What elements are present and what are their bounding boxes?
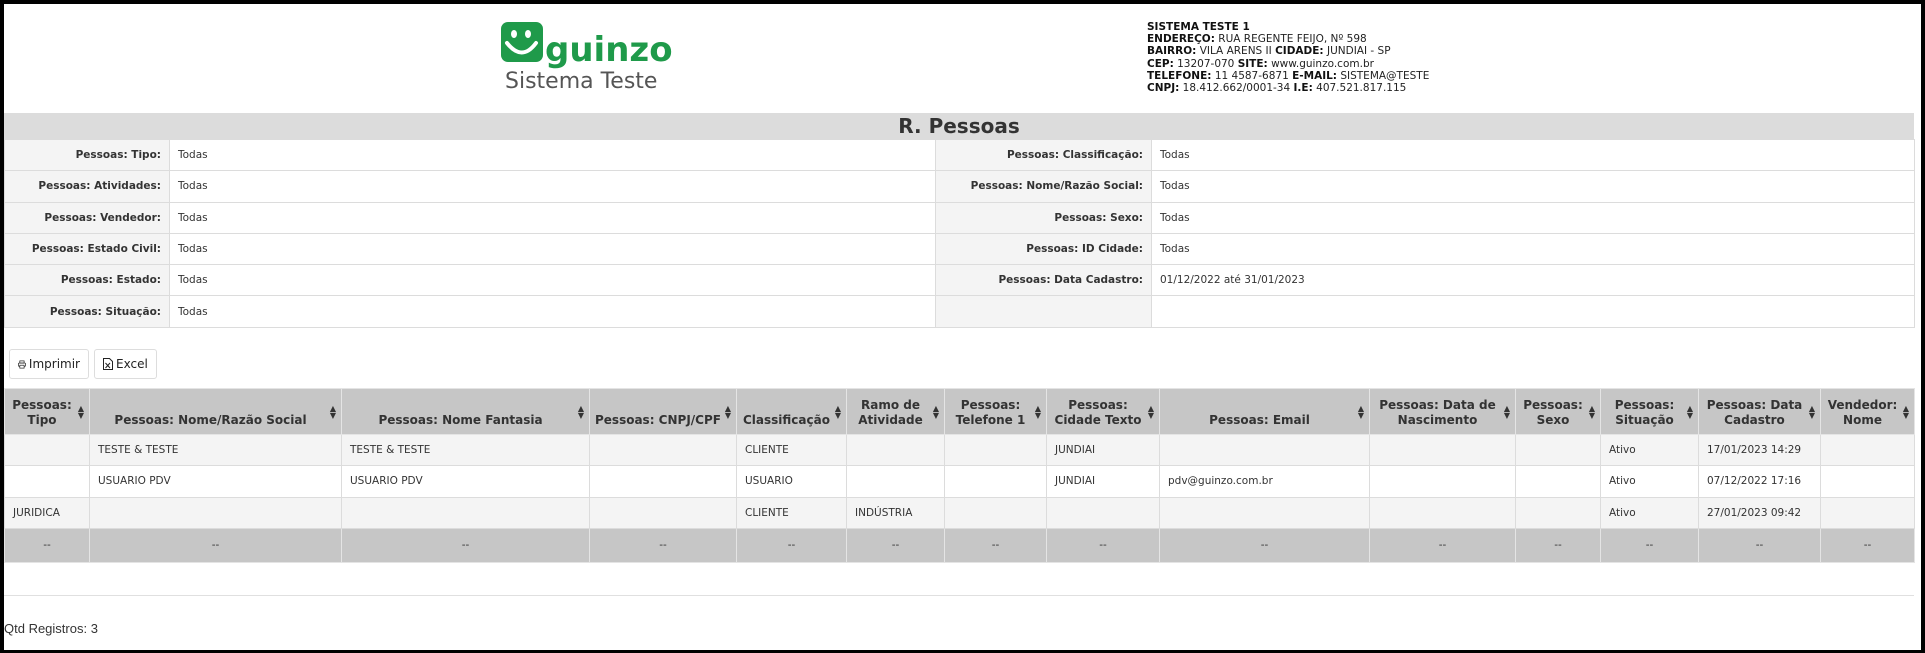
cnpj-label: CNPJ:	[1147, 82, 1180, 95]
footer-cell: --	[90, 528, 342, 562]
table-cell	[1370, 435, 1516, 466]
table-cell	[945, 466, 1047, 497]
bairro-value: VILA ARENS II	[1199, 45, 1272, 58]
email-value: SISTEMA@TESTE	[1340, 69, 1430, 82]
table-cell	[590, 497, 737, 528]
filter-value: Todas	[170, 140, 936, 171]
table-cell: USUARIO PDV	[90, 466, 342, 497]
filter-value: Todas	[1152, 171, 1915, 202]
table-cell	[590, 466, 737, 497]
company-info	[1147, 21, 1429, 94]
filter-value: Todas	[1152, 202, 1915, 233]
column-header-label: Pessoas: Email	[1209, 413, 1310, 427]
column-header-label: Classificação	[743, 413, 830, 427]
footer-cell: --	[737, 528, 847, 562]
column-header[interactable]	[945, 389, 1047, 435]
table-cell: pdv@guinzo.com.br	[1160, 466, 1370, 497]
table-cell: INDÚSTRIA	[847, 497, 945, 528]
table-cell	[590, 435, 737, 466]
filter-value: Todas	[170, 265, 936, 296]
filter-label: Pessoas: Estado:	[5, 265, 170, 296]
column-header[interactable]	[1821, 389, 1915, 435]
site-value: www.guinzo.com.br	[1271, 57, 1374, 70]
filter-label: Pessoas: ID Cidade:	[936, 233, 1152, 264]
table-cell	[945, 497, 1047, 528]
table-cell: JURIDICA	[5, 497, 90, 528]
column-header[interactable]	[847, 389, 945, 435]
filter-label: Pessoas: Data Cadastro:	[936, 265, 1152, 296]
filter-label: Pessoas: Estado Civil:	[5, 233, 170, 264]
endereco-label: ENDEREÇO:	[1147, 33, 1215, 46]
footer-cell: --	[945, 528, 1047, 562]
cidade-label: CIDADE:	[1275, 45, 1324, 58]
table-cell: Ativo	[1601, 466, 1699, 497]
filter-row	[5, 202, 1915, 233]
footer-cell: --	[590, 528, 737, 562]
table-cell	[90, 497, 342, 528]
table-cell	[1821, 435, 1915, 466]
filter-value	[1152, 296, 1915, 327]
cnpj-value: 18.412.662/0001-34	[1182, 82, 1291, 95]
column-header-label: Pessoas: Data Cadastro	[1706, 398, 1803, 427]
sort-icon[interactable]: ▲ ▼	[1147, 403, 1154, 420]
sort-icon[interactable]: ▲ ▼	[1686, 403, 1693, 420]
ie-label: I.E:	[1293, 82, 1313, 95]
footer-cell: --	[342, 528, 590, 562]
printer-icon	[18, 359, 26, 370]
sort-icon[interactable]: ▲ ▼	[1503, 403, 1510, 420]
footer-cell: --	[847, 528, 945, 562]
footer-cell: --	[1370, 528, 1516, 562]
column-header[interactable]	[342, 389, 590, 435]
table-cell	[342, 497, 590, 528]
table-cell	[847, 435, 945, 466]
table-cell	[1821, 497, 1915, 528]
column-header[interactable]	[1699, 389, 1821, 435]
filter-value: Todas	[1152, 140, 1915, 171]
excel-button-label: Excel	[116, 357, 148, 371]
table-cell: CLIENTE	[737, 435, 847, 466]
footer-cell: --	[1699, 528, 1821, 562]
print-button[interactable]	[9, 349, 89, 379]
cep-label: CEP:	[1147, 57, 1174, 70]
sort-icon[interactable]: ▲ ▼	[932, 403, 939, 420]
table-cell: TESTE & TESTE	[90, 435, 342, 466]
sort-icon[interactable]: ▲ ▼	[329, 403, 336, 420]
endereco-value: RUA REGENTE FEIJO, Nº 598	[1218, 33, 1367, 46]
table-cell: USUARIO	[737, 466, 847, 497]
filters-table	[4, 139, 1915, 328]
filter-label: Pessoas: Nome/Razão Social:	[936, 171, 1152, 202]
table-cell: 17/01/2023 14:29	[1699, 435, 1821, 466]
table-cell	[945, 435, 1047, 466]
divider	[4, 595, 1914, 596]
company-name: SISTEMA TESTE 1	[1147, 21, 1250, 33]
table-cell	[1047, 497, 1160, 528]
table-cell	[1370, 497, 1516, 528]
logo-subtitle: Sistema Teste	[505, 69, 658, 94]
table-cell: Ativo	[1601, 435, 1699, 466]
column-header-label: Pessoas: Nome/Razão Social	[114, 413, 307, 427]
ie-value: 407.521.817.115	[1316, 82, 1407, 95]
filter-label: Pessoas: Atividades:	[5, 171, 170, 202]
table-cell	[1516, 435, 1601, 466]
column-header[interactable]	[1516, 389, 1601, 435]
footer-cell: --	[1601, 528, 1699, 562]
column-header-label: Pessoas: Cidade Texto	[1054, 398, 1142, 427]
filter-value: Todas	[170, 233, 936, 264]
guinzo-logo	[497, 18, 687, 94]
filter-label: Pessoas: Situação:	[5, 296, 170, 327]
column-header[interactable]	[1160, 389, 1370, 435]
sort-icon[interactable]: ▲ ▼	[1034, 403, 1041, 420]
logo-word: guinzo	[545, 30, 673, 70]
filter-label	[936, 296, 1152, 327]
cep-value: 13207-070	[1177, 57, 1235, 70]
table-footer-row	[5, 528, 1915, 562]
people-table	[4, 388, 1915, 563]
sort-icon[interactable]: ▲ ▼	[1808, 403, 1815, 420]
filter-value: Todas	[170, 296, 936, 327]
column-header[interactable]	[1601, 389, 1699, 435]
column-header[interactable]	[1047, 389, 1160, 435]
table-cell: USUARIO PDV	[342, 466, 590, 497]
column-header-label: Ramo de Atividade	[858, 398, 923, 427]
table-cell	[5, 435, 90, 466]
column-header-label: Pessoas: Nome Fantasia	[378, 413, 543, 427]
sort-icon[interactable]: ▲ ▼	[724, 403, 731, 420]
filter-label: Pessoas: Classificação:	[936, 140, 1152, 171]
table-cell	[1821, 466, 1915, 497]
column-header-label: Pessoas: Situação	[1614, 398, 1675, 427]
table-cell	[1160, 497, 1370, 528]
email-label: E-MAIL:	[1292, 69, 1337, 82]
column-header-label: Pessoas: CNPJ/CPF	[595, 413, 721, 427]
table-cell	[847, 466, 945, 497]
column-header-label: Pessoas: Sexo	[1523, 398, 1583, 427]
report-title: R. Pessoas	[4, 113, 1914, 139]
footer-cell: --	[1047, 528, 1160, 562]
sort-icon[interactable]: ▲ ▼	[834, 403, 841, 420]
filter-value: Todas	[170, 202, 936, 233]
excel-file-icon	[103, 358, 113, 370]
filter-row	[5, 265, 1915, 296]
table-cell	[1370, 466, 1516, 497]
filter-label: Pessoas: Vendedor:	[5, 202, 170, 233]
footer-cell: --	[5, 528, 90, 562]
table-cell: Ativo	[1601, 497, 1699, 528]
sort-icon[interactable]: ▲ ▼	[577, 403, 584, 420]
report-page	[4, 4, 1921, 650]
filter-row	[5, 171, 1915, 202]
column-header[interactable]	[590, 389, 737, 435]
telefone-label: TELEFONE:	[1147, 69, 1212, 82]
table-cell	[5, 466, 90, 497]
table-cell	[1516, 466, 1601, 497]
column-header[interactable]	[5, 389, 90, 435]
filter-label: Pessoas: Tipo:	[5, 140, 170, 171]
filter-row	[5, 140, 1915, 171]
table-row[interactable]	[5, 466, 1915, 497]
table-row[interactable]	[5, 497, 1915, 528]
sort-icon[interactable]: ▲ ▼	[1357, 403, 1364, 420]
filter-value: Todas	[1152, 233, 1915, 264]
column-header-label: Pessoas: Tipo	[12, 398, 72, 427]
table-cell: JUNDIAI	[1047, 435, 1160, 466]
table-cell: TESTE & TESTE	[342, 435, 590, 466]
table-cell: CLIENTE	[737, 497, 847, 528]
sort-icon[interactable]: ▲ ▼	[77, 403, 84, 420]
sort-icon[interactable]: ▲ ▼	[1588, 403, 1595, 420]
table-cell: JUNDIAI	[1047, 466, 1160, 497]
column-header-label: Pessoas: Telefone 1	[955, 398, 1026, 427]
record-count: Qtd Registros: 3	[4, 621, 98, 636]
column-header[interactable]	[1370, 389, 1516, 435]
bairro-label: BAIRRO:	[1147, 45, 1197, 58]
column-header-label: Pessoas: Data de Nascimento	[1379, 398, 1496, 427]
table-cell	[1516, 497, 1601, 528]
table-cell	[1160, 435, 1370, 466]
site-label: SITE:	[1237, 57, 1268, 70]
filter-row	[5, 233, 1915, 264]
column-header-label: Vendedor: Nome	[1827, 398, 1898, 427]
print-button-label: Imprimir	[28, 357, 80, 371]
table-cell: 27/01/2023 09:42	[1699, 497, 1821, 528]
footer-cell: --	[1160, 528, 1370, 562]
column-header[interactable]	[90, 389, 342, 435]
excel-button[interactable]	[94, 349, 157, 379]
table-row[interactable]	[5, 435, 1915, 466]
filter-label: Pessoas: Sexo:	[936, 202, 1152, 233]
filter-row	[5, 296, 1915, 327]
column-header[interactable]	[737, 389, 847, 435]
filter-value: 01/12/2022 até 31/01/2023	[1152, 265, 1915, 296]
sort-icon[interactable]: ▲ ▼	[1902, 403, 1909, 420]
footer-cell: --	[1821, 528, 1915, 562]
cidade-value: JUNDIAI - SP	[1326, 45, 1391, 58]
table-cell: 07/12/2022 17:16	[1699, 466, 1821, 497]
filter-value: Todas	[170, 171, 936, 202]
telefone-value: 11 4587-6871	[1214, 69, 1289, 82]
footer-cell: --	[1516, 528, 1601, 562]
